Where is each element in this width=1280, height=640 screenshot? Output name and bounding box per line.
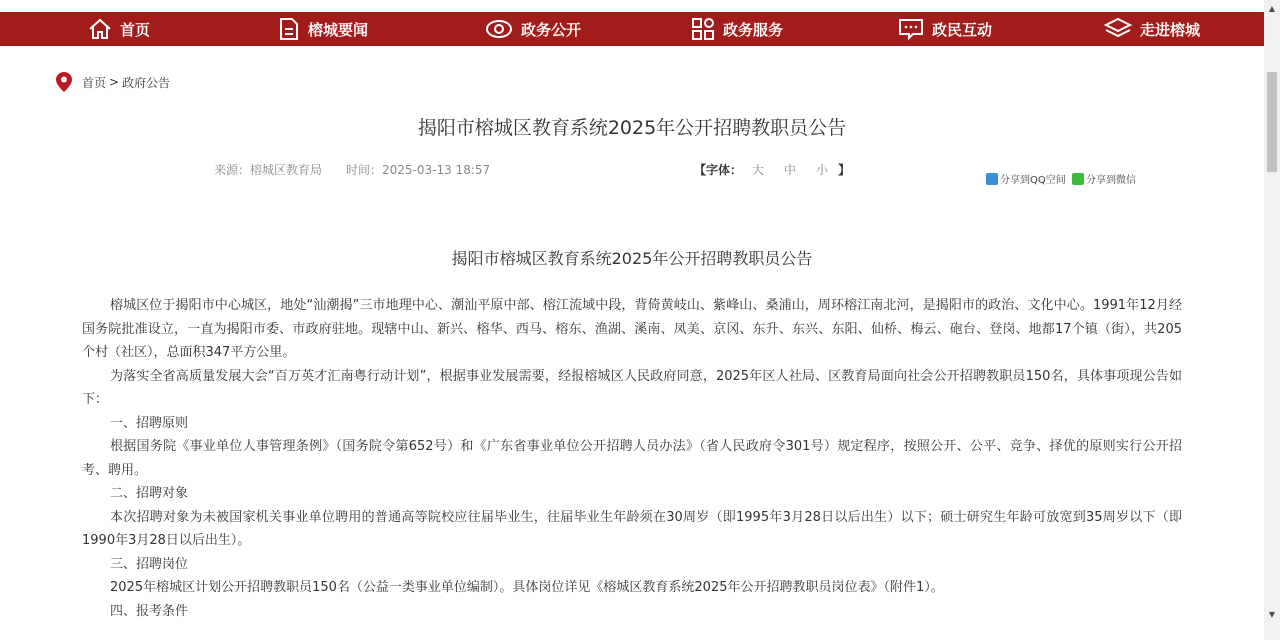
- scroll-down-arrow-icon[interactable]: ▼: [1268, 609, 1276, 619]
- nav-label: 政务公开: [521, 20, 582, 39]
- page-scrollbar[interactable]: [1264, 0, 1280, 640]
- font-size-small-button[interactable]: 小: [816, 163, 829, 177]
- grid-icon: [691, 17, 715, 41]
- chat-icon: [898, 17, 924, 41]
- nav-item-gov-affairs[interactable]: [485, 12, 581, 46]
- location-pin-icon: [56, 72, 72, 92]
- font-size-open-label: 【字体：: [694, 163, 743, 177]
- page-title: 揭阳市榕城区教育系统2025年公开招聘教职员公告: [417, 117, 847, 139]
- article-paragraph: 本次招聘对象为未被国家机关事业单位聘用的普通高等院校应往届毕业生，往届毕业生年龄须在30周岁（即1995年3月28日以后出生）以下；硕士研究生年龄可放宽到35周岁以下（即1990年3月28日以后出生）。: [82, 509, 1182, 548]
- nav-item-interaction[interactable]: [898, 12, 992, 46]
- font-size-medium-button[interactable]: 中: [784, 163, 797, 177]
- nav-item-gov-service[interactable]: [691, 12, 783, 46]
- eye-icon: [485, 19, 513, 39]
- breadcrumb-current-link[interactable]: 政府公告: [122, 75, 171, 90]
- article-time: 时间：2025-03-13 18:57: [346, 163, 491, 177]
- nav-label: 走进榕城: [1140, 20, 1201, 39]
- article-paragraph: 2025年榕城区计划公开招聘教职员150名（公益一类事业单位编制）。具体岗位详见《榕城区教育系统2025年公开招聘教职员岗位表》（附件1）。: [110, 580, 944, 595]
- nav-label: 政民互动: [932, 20, 993, 39]
- share-qzone-label: 分享到QQ空间: [1000, 175, 1066, 186]
- nav-label: 政务服务: [723, 20, 784, 39]
- font-size-large-button[interactable]: 大: [752, 163, 765, 177]
- font-size-selector: [694, 161, 850, 178]
- article-section-heading: 二、招聘对象: [110, 486, 189, 501]
- article-paragraph: 为落实全省高质量发展大会“百万英才汇南粤行动计划”，根据事业发展需要，经报榕城区人民政府同意，2025年区人社局、区教育局面向社会公开招聘教职员150名，具体事项现公告如下：: [82, 368, 1182, 407]
- article-section-heading: 三、招聘岗位: [110, 556, 189, 572]
- main-navbar: [0, 12, 1264, 46]
- scroll-up-arrow-icon[interactable]: ▲: [1268, 3, 1276, 13]
- breadcrumb: [56, 72, 170, 92]
- article-body: [82, 294, 1182, 623]
- home-icon: [88, 18, 112, 40]
- breadcrumb-home-link[interactable]: 首页: [82, 75, 107, 90]
- article-source: 来源：榕城区教育局: [214, 163, 323, 177]
- qzone-icon: [986, 173, 998, 185]
- article-section-heading: 一、招聘原则: [110, 415, 189, 431]
- nav-label: 榕城要闻: [308, 20, 369, 39]
- nav-label: 首页: [120, 20, 151, 39]
- article-title: 揭阳市榕城区教育系统2025年公开招聘教职员公告: [451, 249, 813, 268]
- document-icon: [278, 17, 300, 41]
- top-strip: [0, 0, 1264, 12]
- nav-item-news[interactable]: [278, 12, 368, 46]
- wechat-icon: [1072, 173, 1084, 185]
- article-paragraph: 榕城区位于揭阳市中心城区，地处“汕潮揭”三市地理中心、潮汕平原中部、榕江流域中段，背倚黄岐山、紫峰山、桑浦山，周环榕江南北河，是揭阳市的政治、文化中心。1991年12月经国务院批准设立，一直为揭阳市委、市政府驻地。现辖中山、新兴、榕华、西马、榕东、渔湖、溪南、凤美、京冈、东升、东兴、东阳、仙桥、梅云、砲台、登岗、地都17个镇（街），共205个村（社区），总面积347平方公里。: [82, 298, 1182, 360]
- layers-icon: [1104, 17, 1132, 41]
- share-wechat-button[interactable]: [1072, 171, 1136, 186]
- share-qzone-button[interactable]: [986, 171, 1066, 186]
- share-wechat-label: 分享到微信: [1086, 175, 1136, 186]
- nav-item-home[interactable]: [88, 12, 150, 46]
- nav-item-about[interactable]: [1104, 12, 1200, 46]
- breadcrumb-separator: >: [109, 75, 120, 89]
- scroll-thumb[interactable]: [1267, 72, 1277, 172]
- article-paragraph: 根据国务院《事业单位人事管理条例》（国务院令第652号）和《广东省事业单位公开招聘人员办法》（省人民政府令301号）规定程序，按照公开、公平、竞争、择优的原则实行公开招考、聘用。: [82, 439, 1182, 478]
- article-section-heading: 四、报考条件: [110, 603, 189, 619]
- font-size-close-bracket: 】: [838, 163, 851, 177]
